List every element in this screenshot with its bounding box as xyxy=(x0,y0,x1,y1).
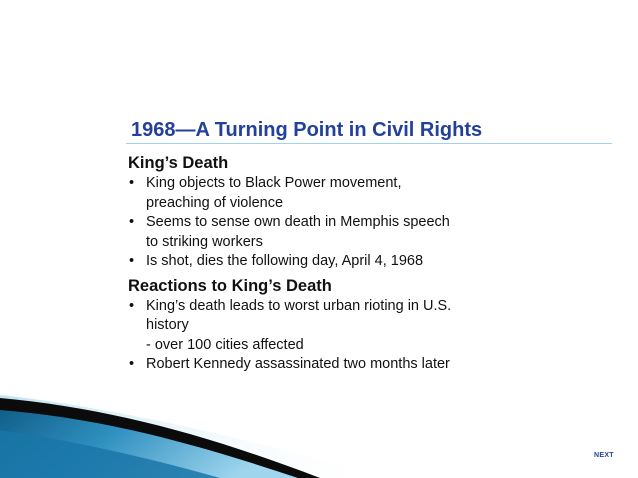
bullet-text-line: King’s death leads to worst urban rioting in U.S. xyxy=(146,297,452,314)
section-heading-reactions: Reactions to King’s Death xyxy=(128,276,332,295)
bullet-item xyxy=(128,174,528,213)
bullet-marker: • xyxy=(129,253,135,269)
slide-content xyxy=(128,152,528,375)
bullet-list-kings-death xyxy=(128,174,528,272)
title-underline xyxy=(126,143,612,144)
bullet-text-line: King objects to Black Power movement, xyxy=(146,175,402,191)
bullet-marker: • xyxy=(129,214,135,230)
bullet-marker: • xyxy=(129,356,135,372)
next-button[interactable]: NEXT xyxy=(594,452,614,459)
bullet-item xyxy=(128,213,528,252)
bullet-marker: • xyxy=(129,175,135,191)
bullet-text-line: Seems to sense own death in Memphis speech xyxy=(146,214,450,230)
bullet-text-line: Is shot, dies the following day, April 4, 1968 xyxy=(146,253,424,269)
bullet-text-line: history xyxy=(146,317,189,333)
bullet-item xyxy=(128,252,528,272)
bullet-marker: • xyxy=(129,297,135,314)
section-heading-kings-death: King’s Death xyxy=(128,154,229,172)
bullet-item xyxy=(128,355,528,375)
bullet-list-reactions xyxy=(128,297,528,375)
bullet-text-line: Robert Kennedy assassinated two months later xyxy=(146,356,450,372)
bullet-text-line: to striking workers xyxy=(146,233,263,250)
bullet-text-line: - over 100 cities affected xyxy=(146,336,304,353)
bullet-text-line: preaching of violence xyxy=(146,194,284,211)
bullet-item xyxy=(128,297,528,356)
slide-title: 1968—A Turning Point in Civil Rights xyxy=(131,119,483,141)
